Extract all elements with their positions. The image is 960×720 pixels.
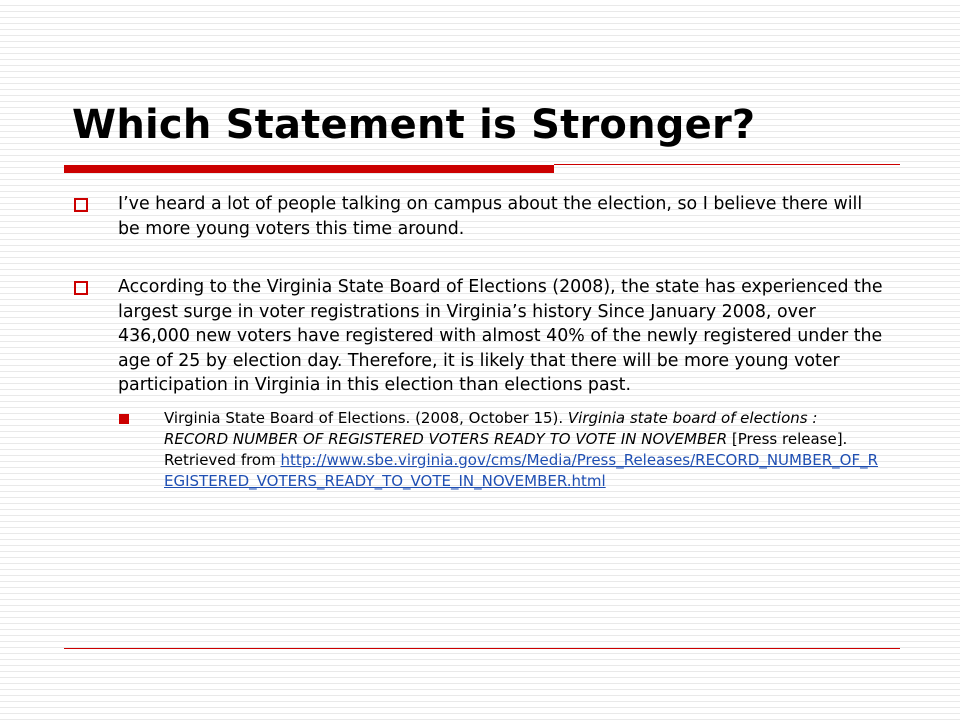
citation-link[interactable]: http://www.sbe.virginia.gov/cms/Media/Press_Releases/RECORD_NUMBER_OF_REGISTERED_VOTERS_READY_TO_VOTE_IN_NOVEMBER.html: [164, 450, 879, 490]
citation-item: [164, 408, 888, 492]
bullet-item-1: [70, 192, 888, 241]
bullet-item-2: [70, 275, 888, 398]
title-underline-red-bar: [64, 165, 554, 173]
citation-author-date: Virginia State Board of Elections. (2008, October 15).: [164, 408, 568, 427]
bullet-text-1: I’ve heard a lot of people talking on campus about the election, so I believe there will be more young voters this time around.: [118, 194, 863, 239]
hollow-square-bullet-icon: [74, 198, 88, 212]
hollow-square-bullet-icon: [74, 281, 88, 295]
title-underline-thin-line: [554, 164, 900, 165]
slide-content: [70, 192, 888, 492]
filled-square-bullet-icon: [119, 414, 129, 424]
bullet-text-2: According to the Virginia State Board of Elections (2008), the state has experienced the largest surge in voter registrations in Virginia’s history Since January 2008, over 436,000 new voters have registered with almost 40% of the newly registered under the age of 25 by election day. Therefore, it is likely that there will be more young voter participation in Virginia in this election than elections past.: [118, 277, 883, 395]
slide-title: Which Statement is Stronger?: [72, 102, 756, 148]
citation-title: Virginia state board of elections : RECORD NUMBER OF REGISTERED VOTERS READY TO VOTE IN NOVEMBER: [164, 408, 818, 448]
footer-thin-line: [64, 648, 900, 649]
citation-retrieved: [Press release]. Retrieved from: [164, 429, 848, 469]
